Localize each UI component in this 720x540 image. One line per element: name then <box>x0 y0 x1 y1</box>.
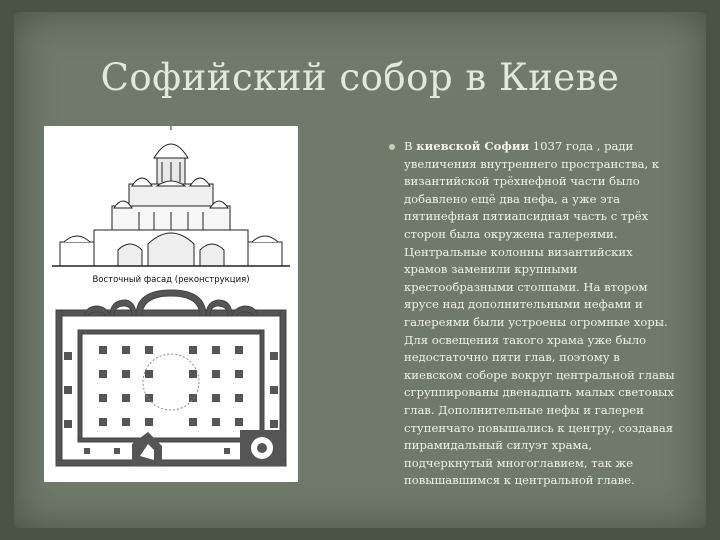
cathedral-drawing <box>44 126 298 482</box>
description-text <box>404 138 676 490</box>
text-emphasis: киевской Софии <box>416 139 530 153</box>
plan-dome-circle <box>143 354 199 410</box>
slide-title: Софийский собор в Киеве <box>100 56 620 99</box>
bullet-point <box>389 144 395 150</box>
facade-elevation <box>52 126 290 266</box>
figure-caption: Восточный фасад (реконструкция) <box>92 275 250 285</box>
text-lead: В <box>404 139 417 153</box>
text-body: 1037 года , ради увеличения внутреннего пространства, к византийской трёхнефной части было добавлено ещё два нефа, а уже эта пятинефная пятиапсидная часть с трёх сторон была окружена галереями. Центральные колонны византийских храмов заменили крупными крестообразными столпами. На втором ярусе над дополнительными нефами и галереями были устроены огромные хоры. Для освещения такого храма уже было недостаточно пяти глав, поэтому в киевском соборе вокруг центральной главы сгруппированы двенадцать малых световых глав. Дополнительные нефы и галереи ступенчато повышались к центру, создавая пирамидальный силуэт храма, подчеркнутый многоглавием, так же повышавшимся к центральной главе. <box>404 139 675 488</box>
cathedral-figure <box>44 126 298 482</box>
